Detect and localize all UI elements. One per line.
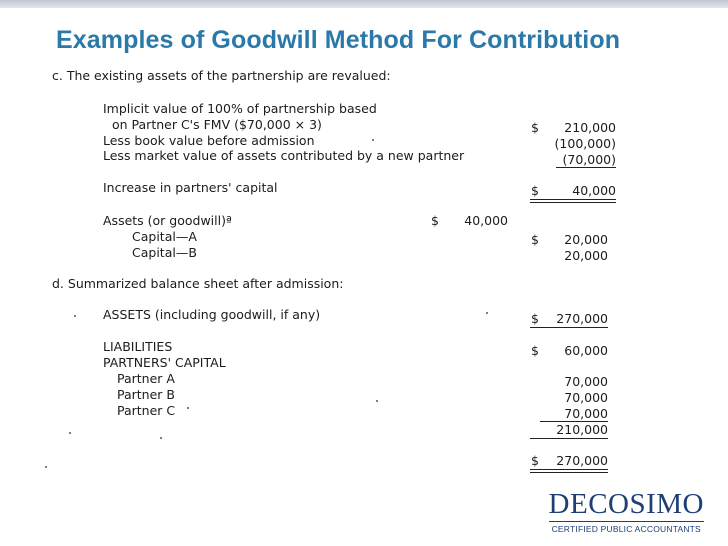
amount-less-100000: (100,000) [554, 136, 616, 151]
amount-capital-total: 210,000 [556, 422, 608, 437]
dollar-sign: $ [531, 183, 539, 198]
line-fmv: on Partner C's FMV ($70,000 × 3) [112, 117, 322, 132]
amount-assets-270000: 270,000 [556, 311, 608, 326]
amount-increase-40000: 40,000 [572, 183, 616, 198]
amount-total-270000: 270,000 [556, 453, 608, 468]
dollar-sign: $ [431, 213, 439, 228]
line-partner-c: Partner C [117, 403, 176, 418]
line-capital-b: Capital—B [132, 245, 197, 260]
amount-less-70000: (70,000) [562, 152, 616, 167]
line-assets-including-goodwill: ASSETS (including goodwill, if any) [103, 307, 321, 322]
decosimo-logo [549, 490, 704, 534]
amount-goodwill-40000: 40,000 [464, 213, 508, 228]
subtotal-rule [556, 167, 616, 168]
scan-speck [187, 407, 189, 409]
amount-partner-c: 70,000 [564, 406, 608, 421]
total-rule [530, 327, 608, 328]
line-less-market-value: Less market value of assets contributed by a new partner [103, 148, 465, 163]
slide-title: Examples of Goodwill Method For Contribution [56, 26, 621, 54]
total-double-rule [530, 202, 616, 203]
amount-liabilities-60000: 60,000 [564, 343, 608, 358]
scan-speck [372, 139, 374, 141]
scan-speck [69, 432, 71, 434]
section-d-heading: d. Summarized balance sheet after admission: [52, 276, 344, 291]
scan-speck [376, 400, 378, 402]
total-rule [530, 469, 608, 470]
line-partners-capital: PARTNERS' CAPITAL [103, 355, 226, 370]
line-partner-b: Partner B [117, 387, 175, 402]
line-less-book-value: Less book value before admission [103, 133, 315, 148]
line-implicit-value: Implicit value of 100% of partnership based [103, 101, 377, 116]
total-rule [530, 199, 616, 200]
dollar-sign: $ [531, 120, 539, 135]
section-c-heading: c. The existing assets of the partnership are revalued: [52, 68, 391, 83]
dollar-sign: $ [531, 453, 539, 468]
logo-wordmark: DECOSIMO [548, 488, 704, 520]
scan-speck [160, 437, 162, 439]
total-double-rule [530, 472, 608, 473]
line-partner-a: Partner A [117, 371, 175, 386]
dollar-sign: $ [531, 232, 539, 247]
line-increase-capital: Increase in partners' capital [103, 180, 278, 195]
amount-capital-a: 20,000 [564, 232, 608, 247]
amount-partner-a: 70,000 [564, 374, 608, 389]
line-assets-goodwill: Assets (or goodwill)ª [103, 213, 232, 228]
logo-tagline: CERTIFIED PUBLIC ACCOUNTANTS [549, 521, 704, 534]
line-liabilities: LIABILITIES [103, 339, 173, 354]
scan-speck [486, 312, 488, 314]
dollar-sign: $ [531, 343, 539, 358]
subtotal-rule [530, 438, 608, 439]
amount-partner-b: 70,000 [564, 390, 608, 405]
scan-speck [74, 315, 76, 317]
line-capital-a: Capital—A [132, 229, 197, 244]
dollar-sign: $ [531, 311, 539, 326]
amount-capital-b: 20,000 [564, 248, 608, 263]
scan-speck [45, 466, 47, 468]
amount-210000: 210,000 [564, 120, 616, 135]
